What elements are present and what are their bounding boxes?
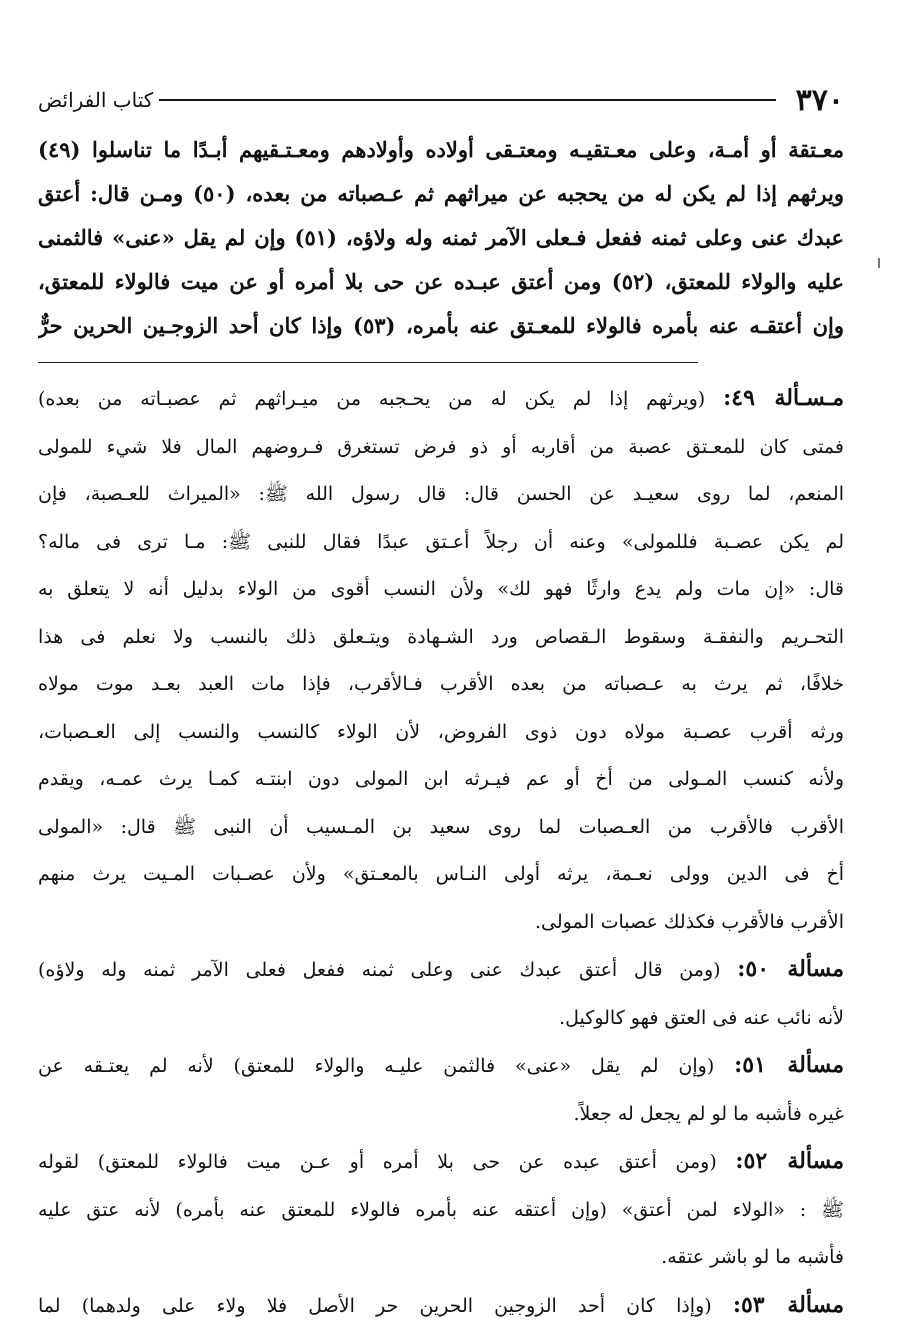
matn-text xyxy=(38,128,844,348)
commentary-line: المنعم، لما روى سعيـد عن الحسن قال: قال رسول الله ﷺ: «الميراث للعـصبة، فإن xyxy=(38,471,844,519)
commentary-line: فأشبه ما لو باشر عتقه. xyxy=(38,1234,844,1282)
page-header xyxy=(38,78,844,122)
commentary-line: الأقرب فالأقرب من العـصبات لما روى سعيد بن المـسيب أن النبى ﷺ قال: «المولى xyxy=(38,804,844,852)
commentary-text xyxy=(38,375,844,1330)
matn-line: معـتقة أو أمـة، وعلى معـتقيـه ومعتـقى أولاده وأولادهم ومعـتـقيهم أبـدًا ما تناسلوا (٤٩) xyxy=(38,128,844,172)
masala-52-label: مسألة ٥٢: xyxy=(735,1148,844,1174)
commentary-line xyxy=(38,1282,844,1330)
masala-51-quote: (وإن لم يقل «عنى» فالثمن عليـه والولاء للمعتق) لأنه لم يعتـقه عن xyxy=(38,1055,714,1077)
commentary-line: لم يكن عصـبة فللمولى» وعنه أن رجلاً أعـتق عبدًا فقال للنبى ﷺ: مـا ترى فى ماله؟ xyxy=(38,519,844,567)
commentary-line xyxy=(38,1042,844,1091)
commentary-line: التحـريم والنفقـة وسقوط الـقصاص ورد الشـهادة ويتـعلق ذلك بالنسب ولا نعلم فى هذا xyxy=(38,614,844,662)
commentary-line: قال: «إن مات ولم يدع وارثًا فهو لك» ولأن النسب أقوى من الولاء بدليل أنه لا يتعلق به xyxy=(38,566,844,614)
book-page xyxy=(38,78,844,1330)
commentary-line xyxy=(38,375,844,424)
commentary-line xyxy=(38,1138,844,1187)
masala-49-quote: (ويرثهم إذا لم يكن له من يحـجبه من ميـراثهم ثم عصبـاته من بعده) xyxy=(38,388,705,410)
page-number: ٣٧٠ xyxy=(796,83,844,118)
commentary-line: ولأنه كنسب المـولى من أخ أو عم فيـرثه ابن المولى دون ابنتـه كمـا يرث عمـه، ويقدم xyxy=(38,756,844,804)
running-title: كتاب الفرائض xyxy=(38,88,153,112)
commentary-line: ﷺ : «الولاء لمن أعتق» (وإن أعتقه عنه بأمره فالولاء للمعتق عنه بأمره) لأنه عتق عليه xyxy=(38,1187,844,1235)
commentary-line: أخ فى الدين وولى نعـمة، يرثه أولى النـاس بالمعـتق» ولأن عصـبات المـيت يرث منهم xyxy=(38,851,844,899)
matn-line: ويرثهم إذا لم يكن له من يحجبه عن ميراثهم ثم عـصباته من بعده، (٥٠) ومـن قال: أعتق xyxy=(38,172,844,216)
masala-49-label: مـسـألة ٤٩: xyxy=(723,385,844,411)
masala-53-quote: (وإذا كان أحد الزوجين الحرين حر الأصل فلا ولاء على ولدهما) لما xyxy=(38,1295,712,1317)
commentary-line: فمتى كان للمعـتق عصبة من أقاربه أو ذو فرض تستغرق فـروضهم المال فلا شيء للمولى xyxy=(38,424,844,472)
commentary-line: الأقرب فالأقرب فكذلك عصبات المولى. xyxy=(38,899,844,947)
commentary-line: ورثه أقرب عصـبة مولاه دون ذوى الفروض، لأن الولاء كالنسب والنسب إلى العـصبات، xyxy=(38,709,844,757)
header-rule xyxy=(159,99,775,101)
commentary-line: خلافًا، ثم يرث به عـصباته من بعده الأقرب فـالأقرب، فإذا مات العبد بعـد موت مولاه xyxy=(38,661,844,709)
masala-50-label: مسألة ٥٠: xyxy=(737,956,844,982)
commentary-line xyxy=(38,946,844,995)
masala-51-label: مسألة ٥١: xyxy=(734,1052,844,1078)
masala-53-label: مسألة ٥٣: xyxy=(733,1292,844,1318)
matn-line: عليه والولاء للمعتق، (٥٢) ومن أعتق عبـده عن حى بلا أمره أو عن ميت فالولاء للمعتق، xyxy=(38,260,844,304)
commentary-line: لأنه نائب عنه فى العتق فهو كالوكيل. xyxy=(38,995,844,1043)
matn-line: عبدك عنى وعلى ثمنه ففعل فـعلى الآمر ثمنه وله ولاؤه، (٥١) وإن لم يقل «عنى» فالثمنى xyxy=(38,216,844,260)
matn-line: وإن أعتقـه عنه بأمره فالولاء للمعـتق عنه بأمره، (٥٣) وإذا كان أحد الزوجـين الحرين حرٌّ xyxy=(38,304,844,348)
scan-edge-mark xyxy=(878,258,880,268)
masala-52-quote: (ومن أعتق عبده عن حى بلا أمره أو عـن ميت فالولاء للمعتق) لقوله xyxy=(38,1151,717,1173)
commentary-line: غيره فأشبه ما لو لم يجعل له جعلاً. xyxy=(38,1091,844,1139)
section-divider xyxy=(38,362,698,363)
masala-50-quote: (ومن قال أعتق عبدك عنى وعلى ثمنه ففعل فعلى الآمر ثمنه وله ولاؤه) xyxy=(38,959,721,981)
